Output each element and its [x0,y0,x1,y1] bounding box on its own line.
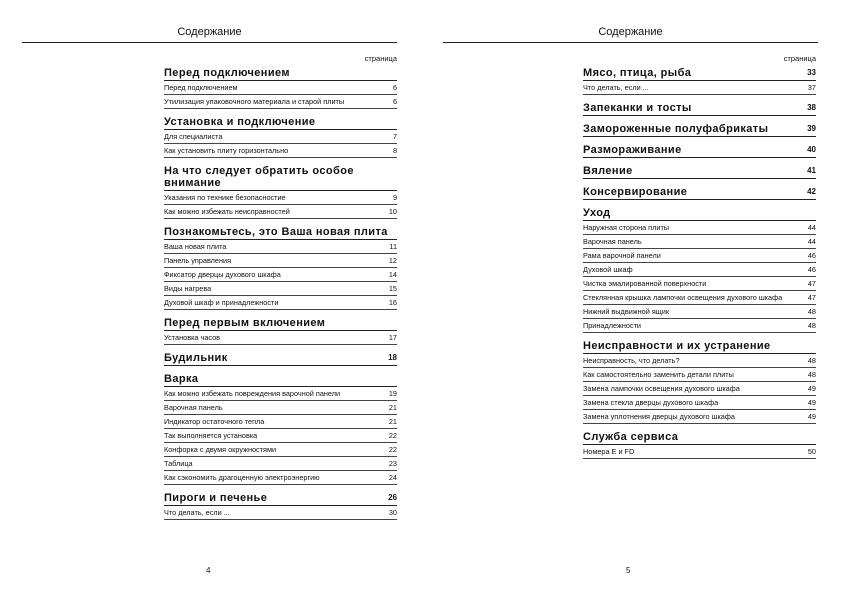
section-page-number: 42 [807,187,816,196]
toc-entry-title: Указания по технике безопасностие [164,193,286,202]
section-title: Установка и подключение [164,116,316,128]
toc-entry[interactable] [583,291,816,305]
toc-entry-page: 48 [807,321,816,330]
toc-entry[interactable] [164,240,397,254]
toc-entry-title: Фиксатор дверцы духового шкафа [164,270,281,279]
toc-entry-page: 46 [807,265,816,274]
section-heading[interactable] [583,207,816,221]
section-heading[interactable] [583,186,816,200]
toc-entry[interactable] [583,263,816,277]
toc-entry[interactable] [164,254,397,268]
toc-entry-title: Варочная панель [164,403,223,412]
section-heading[interactable] [583,123,816,137]
toc-entry-title: Конфорка с двумя окружностями [164,445,277,454]
toc-entry-page: 7 [392,132,397,141]
section-title: Замороженные полуфабрикаты [583,123,769,135]
toc-entry-page: 9 [392,193,397,202]
toc-entry[interactable] [164,331,397,345]
section-title: Уход [583,207,611,219]
section-title: Будильник [164,352,228,364]
section-heading[interactable] [164,492,397,506]
toc-section [583,123,816,137]
section-heading[interactable] [164,317,397,331]
right-header-rule [443,42,818,43]
toc-entry-page: 21 [388,417,397,426]
toc-entry-title: Духовой шкаф [583,265,633,274]
left-page-header: Содержание [177,26,242,38]
section-title: Перед подключением [164,67,290,79]
section-heading[interactable] [583,67,816,81]
section-title: Перед первым включением [164,317,326,329]
left-header-rule [22,42,397,43]
toc-entry[interactable] [164,387,397,401]
toc-entry-title: Для специалиста [164,132,223,141]
toc-entry[interactable] [164,296,397,310]
toc-section [583,67,816,95]
toc-entry[interactable] [583,410,816,424]
toc-entry-title: Виды нагрева [164,284,212,293]
section-page-number: 18 [388,353,397,362]
toc-section [164,492,397,520]
toc-entry-page: 48 [807,370,816,379]
toc-entry[interactable] [164,429,397,443]
section-page-number: 26 [388,493,397,502]
toc-entry-title: Индикатор остаточного тепла [164,417,265,426]
toc-entry-title: Рама варочной панели [583,251,661,260]
toc-entry[interactable] [164,130,397,144]
toc-entry-title: Варочная панель [583,237,642,246]
toc-entry[interactable] [164,95,397,109]
section-page-number: 38 [807,103,816,112]
section-heading[interactable] [583,144,816,158]
section-title: Познакомьтесь, это Ваша новая плита [164,226,388,238]
toc-entry-title: Духовой шкаф и принадлежности [164,298,279,307]
toc-entry-title: Принадлежности [583,321,641,330]
section-heading[interactable] [164,165,397,191]
toc-entry-title: Как самостоятельно заменить детали плиты [583,370,734,379]
toc-entry-page: 14 [388,270,397,279]
toc-section [583,144,816,158]
left-page-number: 4 [206,566,211,575]
section-heading[interactable] [164,226,397,240]
toc-entry-title: Как можно избежать неисправностей [164,207,290,216]
toc-entry-page: 48 [807,307,816,316]
toc-entry-page: 19 [388,389,397,398]
toc-entry[interactable] [164,506,397,520]
section-heading[interactable] [164,116,397,130]
toc-entry-page: 15 [388,284,397,293]
toc-entry-page: 6 [392,97,397,106]
toc-entry[interactable] [583,368,816,382]
section-heading[interactable] [583,340,816,354]
toc-section [164,373,397,485]
toc-entry-title: Замена стекла дверцы духового шкафа [583,398,719,407]
toc-entry[interactable] [164,443,397,457]
toc-section [583,207,816,333]
section-heading[interactable] [583,431,816,445]
section-title: Консервирование [583,186,688,198]
toc-entry-title: Как сэкономить драгоценную электроэнергию [164,473,320,482]
toc-entry-page: 21 [388,403,397,412]
toc-section [583,340,816,424]
toc-entry-page: 8 [392,146,397,155]
toc-entry[interactable] [583,445,816,459]
toc-entry[interactable] [164,144,397,158]
toc-entry[interactable] [164,81,397,95]
section-title: Вяление [583,165,633,177]
toc-entry[interactable] [583,354,816,368]
toc-entry-page: 22 [388,445,397,454]
toc-entry-title: Как можно избежать повреждения варочной панели [164,389,341,398]
toc-entry-page: 12 [388,256,397,265]
toc-entry-page: 47 [807,279,816,288]
toc-entry-page: 17 [388,333,397,342]
right-page-number: 5 [626,566,631,575]
toc-entry[interactable] [583,81,816,95]
toc-entry-page: 50 [807,447,816,456]
toc-entry[interactable] [583,305,816,319]
section-page-number: 40 [807,145,816,154]
page-column-label: страница [364,54,397,63]
section-title: Запеканки и тосты [583,102,692,114]
toc-section [164,116,397,158]
section-title: На что следует обратить особое внимание [164,165,354,189]
section-heading[interactable] [164,67,397,81]
toc-entry-page: 48 [807,356,816,365]
toc-entry-title: Замена лампочки освещения духового шкафа [583,384,740,393]
toc-entry-page: 46 [807,251,816,260]
section-heading[interactable] [583,102,816,116]
toc-entry-title: Замена уплотнения дверцы духового шкафа [583,412,735,421]
toc-entry[interactable] [164,191,397,205]
toc-entry-page: 47 [807,293,816,302]
toc-entry-title: Панель управления [164,256,232,265]
toc-entry[interactable] [164,471,397,485]
toc-entry-page: 44 [807,237,816,246]
toc-entry[interactable] [164,268,397,282]
toc-entry-title: Что делать, если ... [164,508,230,517]
toc-section [583,165,816,179]
toc-entry[interactable] [583,235,816,249]
toc-entry-title: Установка часов [164,333,221,342]
toc-entry[interactable] [164,205,397,219]
section-title: Пироги и печенье [164,492,268,504]
toc-entry-title: Неисправность, что делать? [583,356,680,365]
toc-entry[interactable] [583,277,816,291]
toc-entry[interactable] [583,221,816,235]
toc-entry[interactable] [583,396,816,410]
toc-entry-title: Наружная сторона плиты [583,223,670,232]
toc-entry-title: Таблица [164,459,193,468]
toc-entry[interactable] [583,249,816,263]
section-page-number: 33 [807,68,816,77]
toc-entry-page: 49 [807,398,816,407]
toc-entry-title: Так выполняется установка [164,431,258,440]
right-page-header: Содержание [598,26,663,38]
toc-entry-page: 37 [807,83,816,92]
toc-section [164,226,397,310]
toc-entry-page: 6 [392,83,397,92]
toc-entry-title: Номера Е и FD [583,447,635,456]
toc-entry-title: Как установить плиту горизонтально [164,146,289,155]
toc-entry[interactable] [164,457,397,471]
toc-entry-title: Перед подключением [164,83,238,92]
section-title: Варка [164,373,199,385]
section-title: Служба сервиса [583,431,679,443]
toc-entry-page: 24 [388,473,397,482]
toc-entry[interactable] [583,319,816,333]
toc-entry-title: Чистка эмалированной поверхности [583,279,707,288]
toc-entry-page: 49 [807,412,816,421]
left-toc [164,52,397,520]
toc-entry[interactable] [583,382,816,396]
toc-entry-title: Ваша новая плита [164,242,227,251]
toc-entry-title: Стеклянная крышка лампочки освещения духового шкафа [583,293,783,302]
toc-section [164,165,397,219]
section-heading[interactable] [583,165,816,179]
toc-entry-title: Утилизация упаковочного материала и старой плиты [164,97,345,106]
section-title: Размораживание [583,144,682,156]
toc-section [583,102,816,116]
page-column-label: страница [783,54,816,63]
section-page-number: 41 [807,166,816,175]
toc-entry-page: 16 [388,298,397,307]
section-title: Мясо, птица, рыба [583,67,692,79]
toc-entry[interactable] [164,401,397,415]
section-heading[interactable] [164,373,397,387]
toc-entry-page: 23 [388,459,397,468]
toc-entry-page: 11 [389,242,397,251]
section-title: Неисправности и их устранение [583,340,771,352]
toc-entry-title: Нижний выдвижной ящик [583,307,670,316]
toc-entry-page: 49 [807,384,816,393]
toc-entry-page: 44 [807,223,816,232]
right-toc [583,52,816,459]
toc-section [583,431,816,459]
toc-section [583,186,816,200]
toc-entry-title: Что делать, если ... [583,83,649,92]
toc-entry-page: 22 [388,431,397,440]
section-page-number: 39 [807,124,816,133]
section-heading[interactable] [164,352,397,366]
toc-entry-page: 10 [388,207,397,216]
toc-entry[interactable] [164,282,397,296]
toc-section [164,352,397,366]
toc-section [164,317,397,345]
toc-section [164,67,397,109]
toc-entry-page: 30 [388,508,397,517]
toc-entry[interactable] [164,415,397,429]
